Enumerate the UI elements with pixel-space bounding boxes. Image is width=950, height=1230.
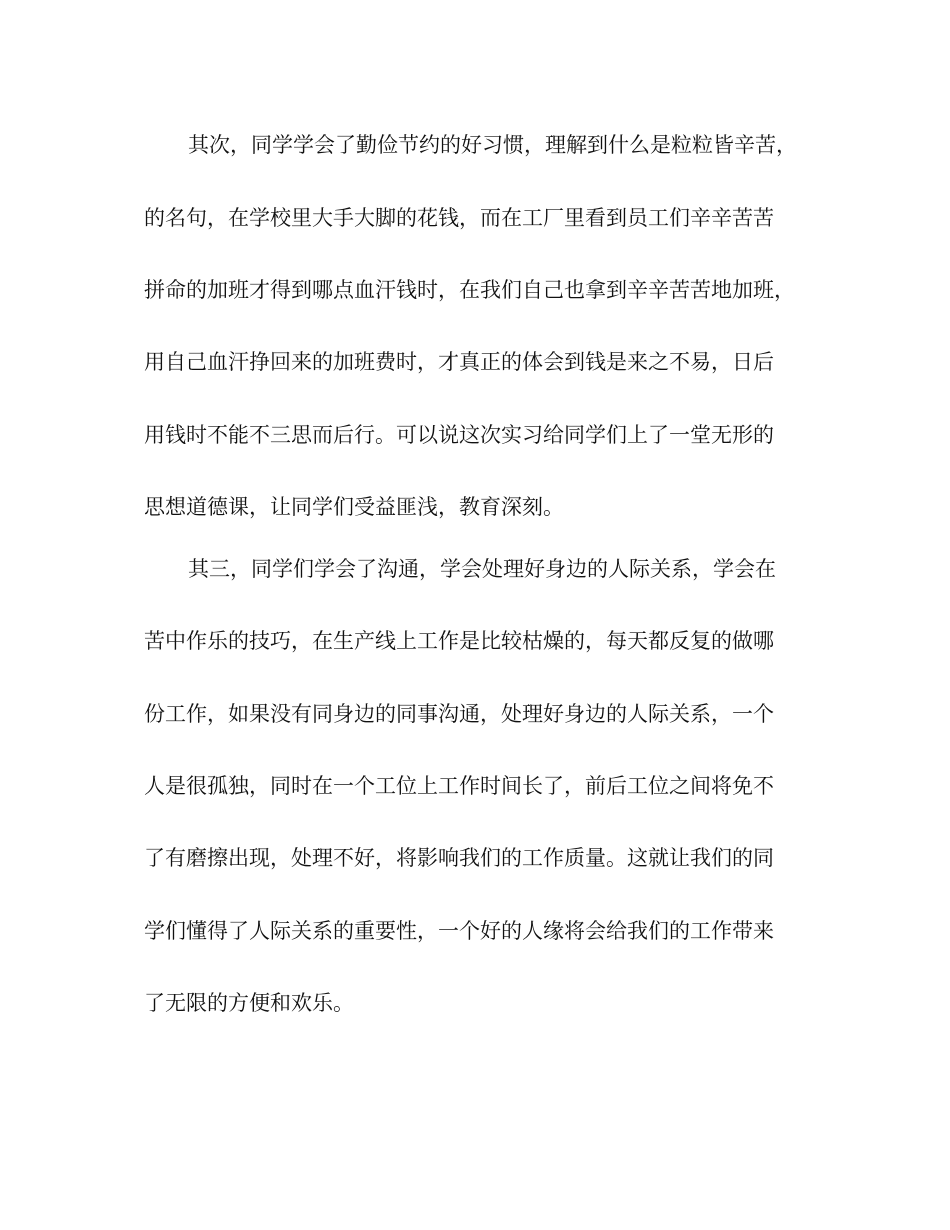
paragraph-line: 了无限的方便和欢乐。	[144, 991, 354, 1015]
paragraph-line: 用钱时不能不三思而后行。可以说这次实习给同学们上了一堂无形的	[144, 423, 774, 447]
paragraph-line: 思想道德课，让同学们受益匪浅，教育深刻。	[144, 495, 564, 519]
paragraph-line: 学们懂得了人际关系的重要性，一个好的人缘将会给我们的工作带来	[144, 919, 774, 943]
paragraph-line: 其三，同学们学会了沟通，学会处理好身边的人际关系，学会在	[188, 557, 776, 581]
paragraph-line: 了有磨擦出现，处理不好，将影响我们的工作质量。这就让我们的同	[144, 846, 774, 870]
paragraph-line: 份工作，如果没有同身边的同事沟通，处理好身边的人际关系，一个	[144, 702, 774, 726]
paragraph-line: 拼命的加班才得到哪点血汗钱时，在我们自己也拿到辛辛苦苦地加班，	[144, 278, 795, 302]
paragraph-line: 用自己血汗挣回来的加班费时，才真正的体会到钱是来之不易，日后	[144, 350, 774, 374]
paragraph-line: 人是很孤独，同时在一个工位上工作时间长了，前后工位之间将免不	[144, 774, 774, 798]
paragraph-line: 其次，同学学会了勤俭节约的好习惯，理解到什么是粒粒皆辛苦，	[188, 133, 797, 157]
paragraph-line: 苦中作乐的技巧，在生产线上工作是比较枯燥的，每天都反复的做哪	[144, 629, 774, 653]
paragraph-line: 的名句，在学校里大手大脚的花钱，而在工厂里看到员工们辛辛苦苦	[144, 206, 774, 230]
